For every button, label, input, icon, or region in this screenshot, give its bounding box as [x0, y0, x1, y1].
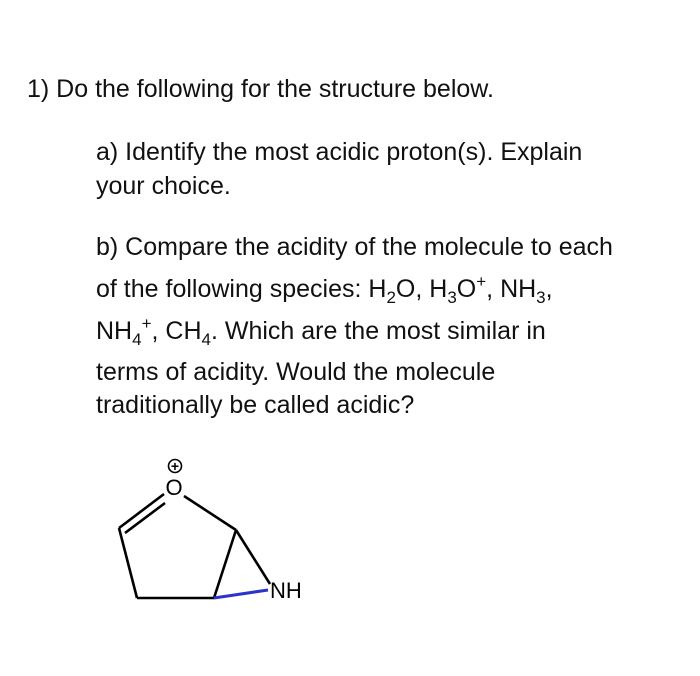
question-title: 1) Do the following for the structure below.: [27, 75, 494, 103]
text: O: [456, 275, 477, 303]
positive-charge-sign: +: [170, 458, 180, 474]
text: , NH: [486, 275, 537, 303]
text: O, H: [395, 275, 448, 303]
subscript: 4: [201, 330, 211, 349]
text: , CH: [151, 317, 202, 345]
oxygen-label: O: [165, 475, 183, 500]
double-bond-outer: [119, 494, 164, 528]
bond-c4-n: [236, 530, 270, 584]
bond-c1-c2: [119, 528, 137, 598]
subscript: 4: [132, 330, 142, 349]
part-b-line-4: terms of acidity. Would the molecule: [96, 358, 496, 386]
bond-o-c4: [184, 496, 236, 530]
text: of the following species: H: [96, 275, 387, 303]
text: . Which are the most similar in: [210, 317, 546, 345]
text: NH: [96, 317, 133, 345]
part-a-line-1: a) Identify the most acidic proton(s). Explain: [96, 138, 583, 166]
part-a-line-2: your choice.: [96, 172, 231, 200]
part-b-line-1: b) Compare the acidity of the molecule to each: [96, 233, 613, 261]
bond-c3-n: [214, 590, 268, 598]
subscript: 2: [386, 288, 396, 307]
superscript: +: [141, 314, 152, 333]
superscript: +: [476, 272, 487, 291]
nh-label: NH: [270, 578, 302, 603]
text: ,: [545, 275, 553, 303]
bond-c3-c4: [214, 530, 236, 598]
subscript: 3: [536, 288, 546, 307]
subscript: 3: [447, 288, 457, 307]
part-b-line-5: traditionally be called acidic?: [96, 391, 415, 419]
